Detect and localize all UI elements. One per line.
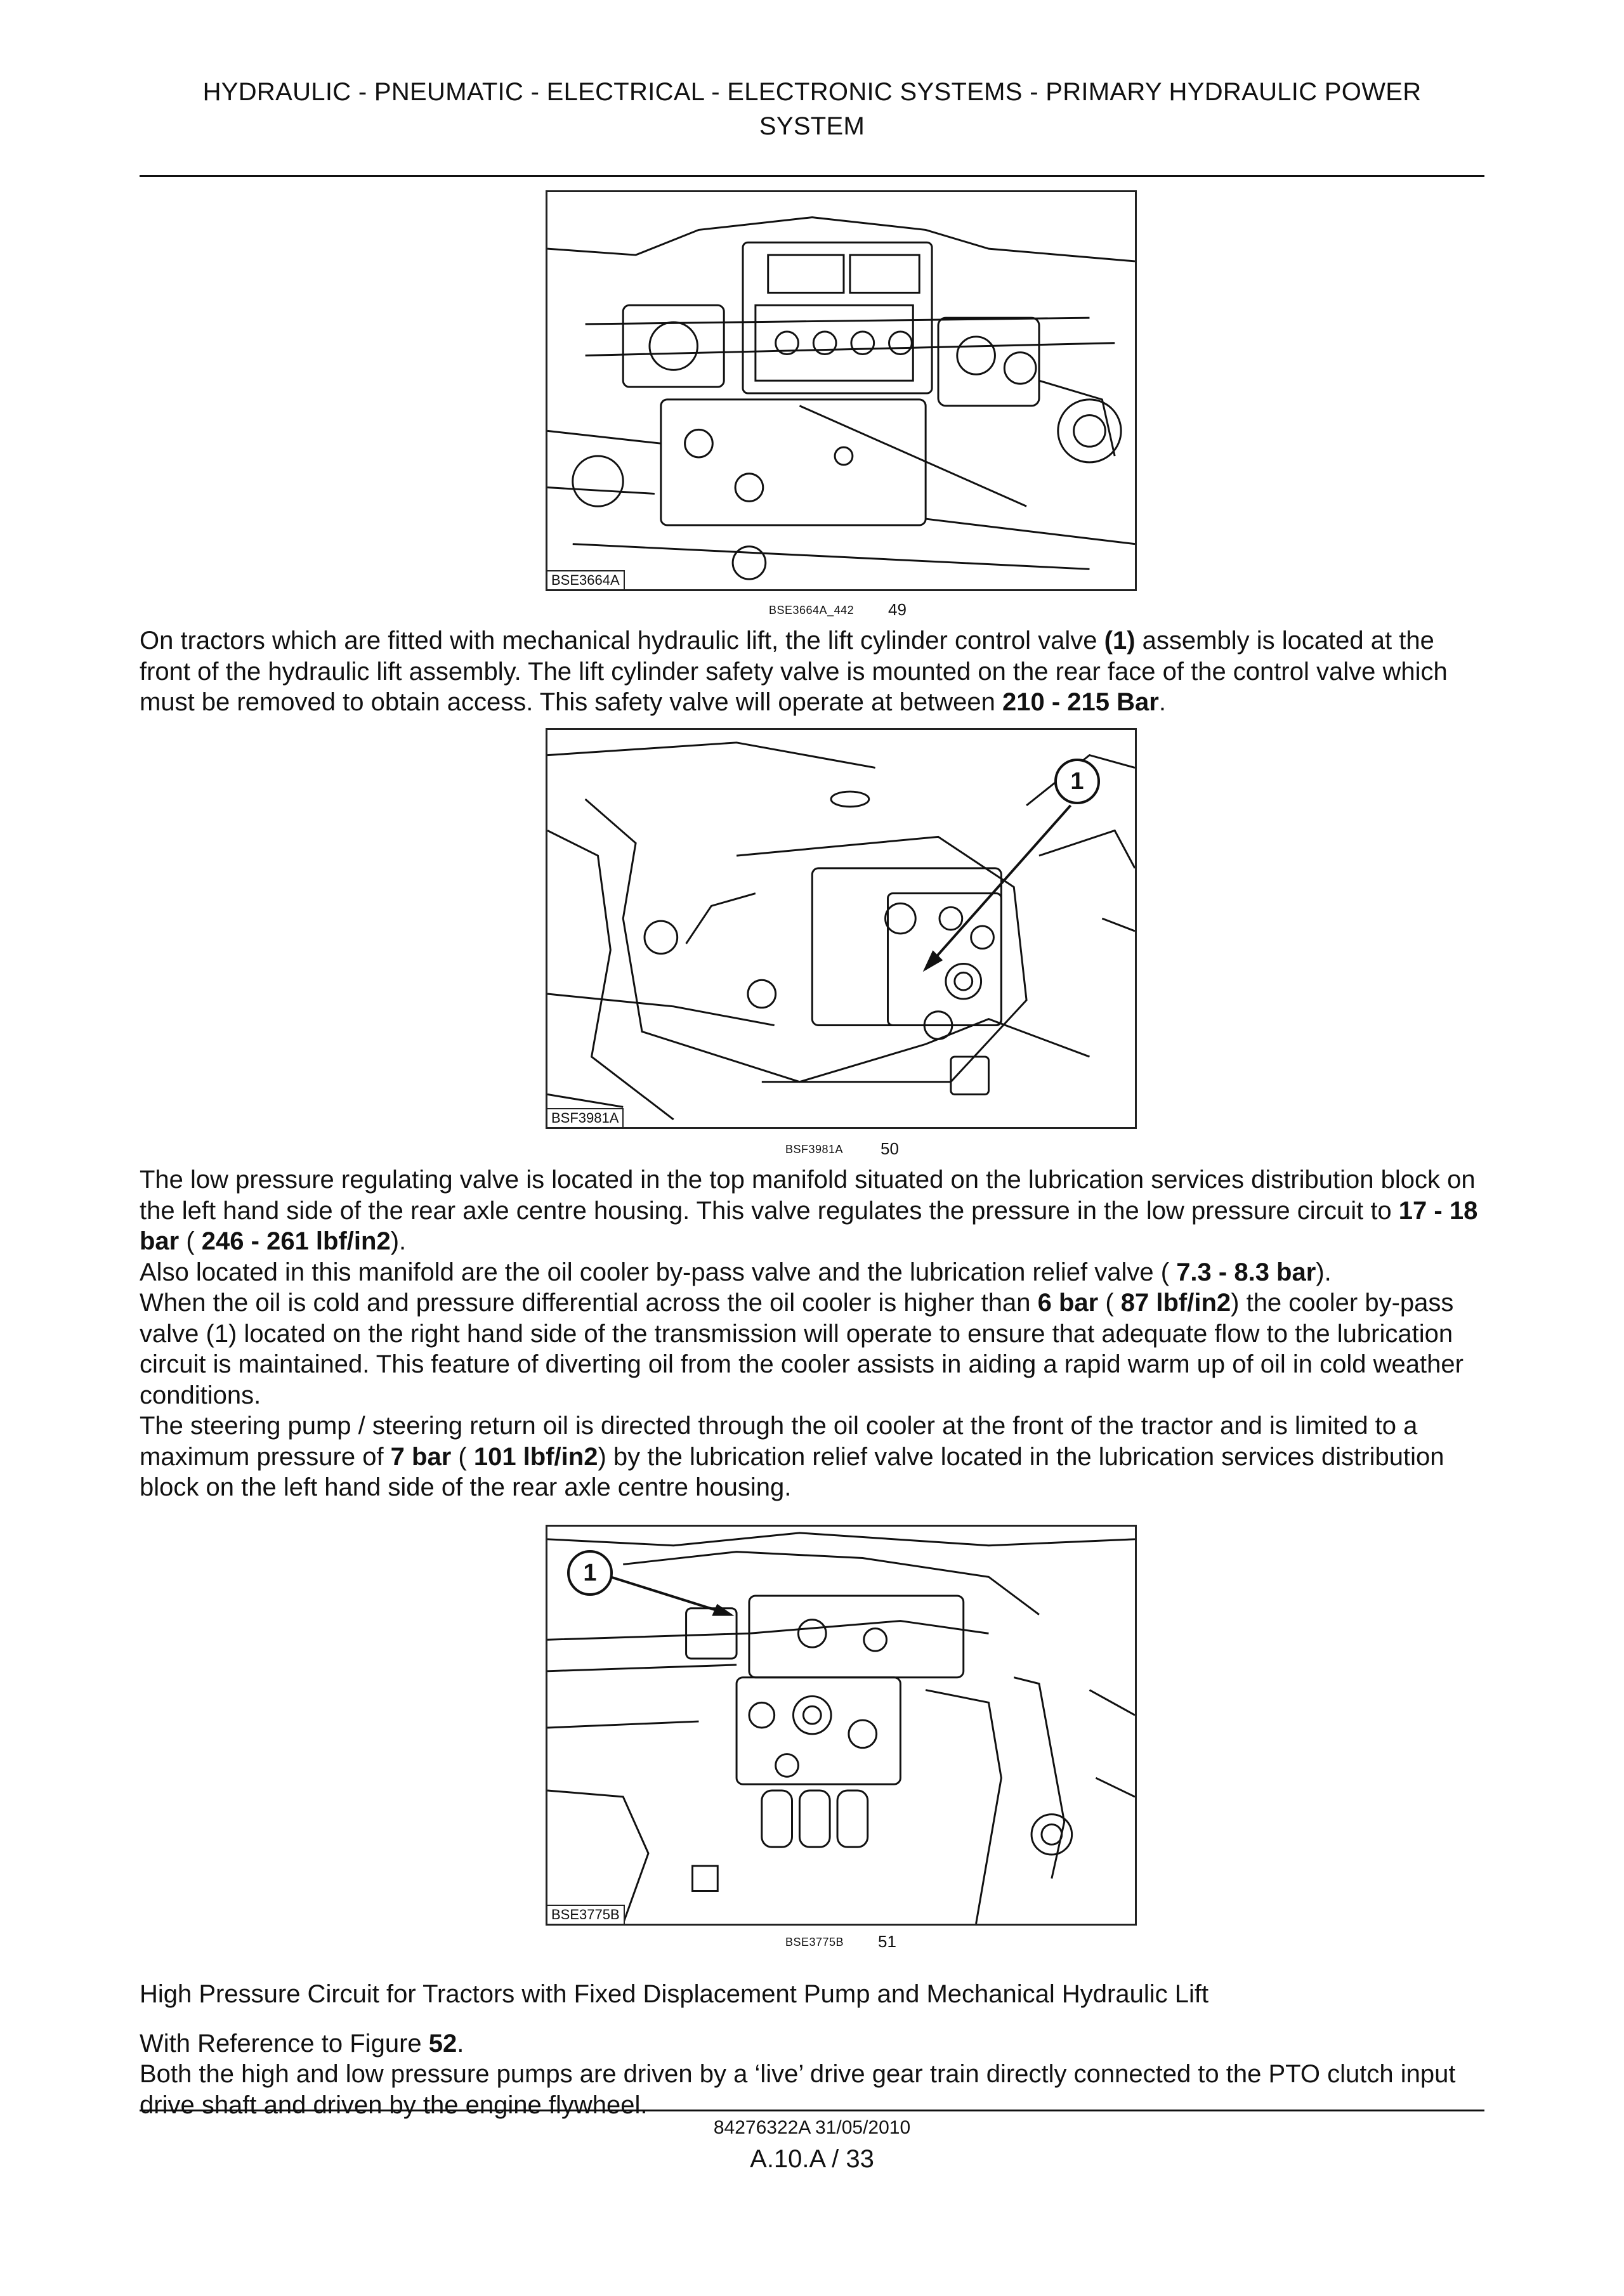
figure-50-caption: BSF3981A	[785, 1143, 844, 1156]
para2-bold-2: 246 - 261 lbf/in2	[201, 1227, 391, 1255]
para2-text-2: (	[179, 1227, 202, 1255]
paragraph-steering-return	[140, 1411, 1484, 1503]
hydraulic-valve-drawing-3	[547, 1527, 1135, 1924]
figure-49-illustration	[546, 190, 1137, 591]
header-title-line2: SYSTEM	[759, 112, 865, 140]
para2-text-1: The low pressure regulating valve is located in the top manifold situated on the lubrication services distribution block on the left hand side of the rear axle centre housing. This valve regulates the pressure in the low pressure circuit to	[140, 1166, 1476, 1225]
para3-bold-1: 7.3 - 8.3 bar	[1176, 1258, 1316, 1286]
paragraph-low-pressure-valve	[140, 1164, 1484, 1257]
section-heading: High Pressure Circuit for Tractors with Fixed Displacement Pump and Mechanical Hydraulic Lift	[140, 1980, 1209, 2008]
para3-text-1: Also located in this manifold are the oil cooler by-pass valve and the lubrication relief valve (	[140, 1258, 1177, 1286]
figure-50-tag: BSF3981A	[547, 1108, 624, 1127]
paragraph-figure-reference	[140, 2028, 1484, 2059]
figure-49-caption: BSE3664A_442	[769, 604, 855, 616]
figure-50-illustration	[546, 728, 1137, 1129]
figure-50-number: 50	[881, 1139, 899, 1158]
header-rule	[140, 175, 1484, 177]
para4-text-2: (	[1098, 1289, 1121, 1317]
para5-text-1: The steering pump / steering return oil is directed through the oil cooler at the front of the tractor and is limited to a maximum pressure of	[140, 1412, 1418, 1471]
footer-document-code: 84276322A 31/05/2010	[713, 2117, 911, 2138]
para4-bold-2: 87 lbf/in2	[1120, 1289, 1231, 1317]
footer-rule	[140, 2110, 1484, 2111]
paragraph-lift-control-valve	[140, 625, 1484, 718]
figure-51-caption: BSE3775B	[785, 1936, 844, 1948]
para4-bold-1: 6 bar	[1037, 1289, 1099, 1317]
figure-51-illustration	[546, 1525, 1137, 1926]
para1-bold-2: 210 - 215 Bar	[1002, 688, 1159, 716]
paragraph-cooler-bypass	[140, 1288, 1484, 1411]
para4-text-1: When the oil is cold and pressure differential across the oil cooler is higher than	[140, 1289, 1038, 1317]
para6-text-2: .	[457, 2030, 464, 2058]
para1-text-3: .	[1158, 688, 1166, 716]
footer-page-number: A.10.A / 33	[750, 2145, 874, 2173]
para6-text-1: With Reference to Figure	[140, 2030, 429, 2058]
page-header	[140, 75, 1484, 143]
header-title-line1: HYDRAULIC - PNEUMATIC - ELECTRICAL - ELECTRONIC SYSTEMS - PRIMARY HYDRAULIC POWER	[202, 78, 1422, 106]
para2-bold-1: 17 - 18 bar	[140, 1196, 1478, 1255]
callout-1-figure-51: 1	[567, 1550, 613, 1596]
para3-text-2: ).	[1316, 1258, 1332, 1286]
para5-text-3: ) by the lubrication relief valve located in the lubrication services distribution block on the left hand side of the rear axle centre housing.	[140, 1442, 1444, 1501]
para6-bold-1: 52	[428, 2030, 457, 2058]
para5-bold-1: 7 bar	[390, 1442, 452, 1471]
para2-text-3: ).	[390, 1227, 407, 1255]
paragraph-manifold-valves	[140, 1257, 1484, 1288]
para4-text-3: ) the cooler by-pass valve (1) located on the right hand side of the transmission will operate to ensure that adequate flow to the lubrication circuit is maintained. This feature of diverting oil from the cooler assists in aiding a rapid warm up of oil in cold weather conditions.	[140, 1289, 1464, 1409]
para1-text-1: On tractors which are fitted with mechanical hydraulic lift, the lift cylinder control valve	[140, 627, 1104, 655]
para1-bold-1: (1)	[1104, 627, 1136, 655]
figure-51-tag: BSE3775B	[547, 1905, 625, 1924]
hydraulic-valve-drawing-1	[547, 192, 1135, 589]
para1-text-2: assembly is located at the front of the hydraulic lift assembly. The lift cylinder safety valve is mounted on the rear face of the control valve which must be removed to obtain access. This safety valve will operate at between	[140, 627, 1448, 716]
para7-text-1: Both the high and low pressure pumps are driven by a ‘live’ drive gear train directly connected to the PTO clutch input drive shaft and driven by the engine flywheel.	[140, 2060, 1456, 2119]
figure-49-number: 49	[888, 600, 907, 619]
para5-bold-2: 101 lbf/in2	[473, 1442, 598, 1471]
hydraulic-valve-drawing-2	[547, 730, 1135, 1127]
figure-51-number: 51	[878, 1932, 896, 1951]
figure-49-tag: BSE3664A	[547, 570, 625, 589]
para5-text-2: (	[451, 1442, 474, 1471]
callout-1-figure-50: 1	[1054, 759, 1100, 804]
